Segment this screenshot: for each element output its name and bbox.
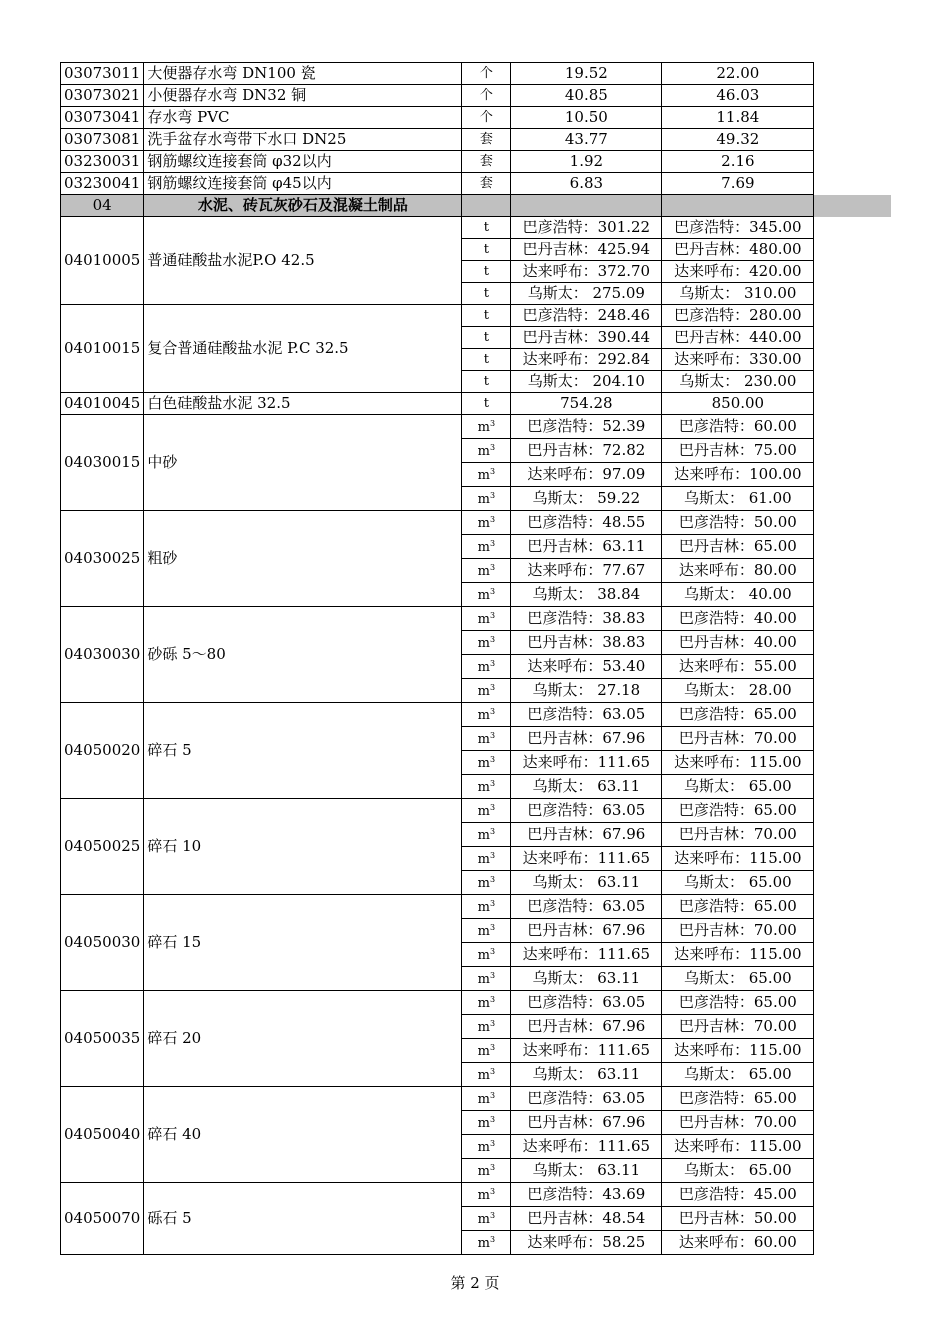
item-code: 03073021 [61, 85, 144, 107]
item-code: 03073081 [61, 129, 144, 151]
item-name: 碎石 15 [144, 895, 462, 991]
price-base: 巴丹吉林：425.94 [511, 239, 662, 261]
price-base: 巴彦浩特：63.05 [511, 991, 662, 1015]
table-row [61, 63, 892, 85]
price-tax: 乌斯太： 65.00 [662, 775, 814, 799]
superscript-3: 3 [489, 922, 496, 932]
price-base: 巴彦浩特：48.55 [511, 511, 662, 535]
item-code: 03230041 [61, 173, 144, 195]
table-row [61, 703, 892, 727]
price-tax: 巴丹吉林：70.00 [662, 727, 814, 751]
item-code: 03073041 [61, 107, 144, 129]
unit-cell: $m^3$ [462, 943, 511, 967]
item-code: 03073011 [61, 63, 144, 85]
price-tax: 11.84 [662, 107, 814, 129]
price-base: 巴丹吉林：390.44 [511, 327, 662, 349]
price-tax: 22.00 [662, 63, 814, 85]
unit-cell: $m^3$ [462, 823, 511, 847]
unit-cell: 套 [462, 173, 511, 195]
unit-cell: $m^3$ [462, 439, 511, 463]
item-code: 04050020 [61, 703, 144, 799]
unit-cell: $m^3$ [462, 1231, 511, 1255]
price-tax: 乌斯太： 310.00 [662, 283, 814, 305]
price-base: 巴彦浩特：38.83 [511, 607, 662, 631]
item-code: 04050030 [61, 895, 144, 991]
price-tax: 达来呼布：55.00 [662, 655, 814, 679]
price-tax: 巴彦浩特：65.00 [662, 1087, 814, 1111]
unit-cell: t [462, 305, 511, 327]
price-base: 达来呼布：58.25 [511, 1231, 662, 1255]
item-name: 中砂 [144, 415, 462, 511]
unit-cell: $m^3$ [462, 1087, 511, 1111]
superscript-3: 3 [489, 562, 496, 572]
section-blank-cell [662, 195, 814, 217]
unit-cell: $m^3$ [462, 583, 511, 607]
unit-cell: 个 [462, 107, 511, 129]
price-base: 巴彦浩特：52.39 [511, 415, 662, 439]
price-tax: 巴丹吉林：70.00 [662, 1015, 814, 1039]
price-tax: 达来呼布：115.00 [662, 847, 814, 871]
unit-cell: $m^3$ [462, 463, 511, 487]
page-number: 第 2 页 [450, 1274, 500, 1292]
item-name: 钢筋螺纹连接套筒 φ45以内 [144, 173, 462, 195]
price-base: 巴丹吉林：63.11 [511, 535, 662, 559]
superscript-3: 3 [489, 1066, 496, 1076]
superscript-3: 3 [489, 1210, 496, 1220]
price-base: 乌斯太： 63.11 [511, 871, 662, 895]
unit-cell: $m^3$ [462, 535, 511, 559]
item-name: 大便器存水弯 DN100 瓷 [144, 63, 462, 85]
unit-cell: 套 [462, 129, 511, 151]
unit-cell: $m^3$ [462, 655, 511, 679]
price-tax: 乌斯太： 230.00 [662, 371, 814, 393]
price-tax: 巴彦浩特：65.00 [662, 991, 814, 1015]
table-row [61, 305, 892, 327]
price-base: 巴彦浩特：63.05 [511, 799, 662, 823]
superscript-3: 3 [489, 706, 496, 716]
superscript-3: 3 [489, 994, 496, 1004]
price-base: 巴彦浩特：43.69 [511, 1183, 662, 1207]
price-base: 巴丹吉林：48.54 [511, 1207, 662, 1231]
price-tax: 乌斯太： 28.00 [662, 679, 814, 703]
unit-cell: t [462, 371, 511, 393]
price-base: 巴彦浩特：63.05 [511, 895, 662, 919]
superscript-3: 3 [489, 586, 496, 596]
price-base: 达来呼布：111.65 [511, 943, 662, 967]
superscript-3: 3 [489, 1186, 496, 1196]
superscript-3: 3 [489, 538, 496, 548]
price-tax: 巴彦浩特：280.00 [662, 305, 814, 327]
table-row [61, 1183, 892, 1207]
price-base: 巴丹吉林：67.96 [511, 727, 662, 751]
price-base: 巴丹吉林：72.82 [511, 439, 662, 463]
price-tax: 达来呼布：115.00 [662, 943, 814, 967]
table-row [61, 415, 892, 439]
price-base: 巴丹吉林：67.96 [511, 919, 662, 943]
price-base: 达来呼布：53.40 [511, 655, 662, 679]
price-base: 达来呼布：77.67 [511, 559, 662, 583]
unit-cell: $m^3$ [462, 511, 511, 535]
item-name: 粗砂 [144, 511, 462, 607]
item-code: 04030030 [61, 607, 144, 703]
item-code: 04050025 [61, 799, 144, 895]
superscript-3: 3 [489, 1138, 496, 1148]
table-row [61, 129, 892, 151]
price-tax: 49.32 [662, 129, 814, 151]
item-name: 普通硅酸盐水泥P.O 42.5 [144, 217, 462, 305]
item-name: 砂砾 5～80 [144, 607, 462, 703]
superscript-3: 3 [489, 778, 496, 788]
item-name: 复合普通硅酸盐水泥 P.C 32.5 [144, 305, 462, 393]
superscript-3: 3 [489, 418, 496, 428]
price-base: 乌斯太： 63.11 [511, 1063, 662, 1087]
table-row [61, 151, 892, 173]
unit-cell: $m^3$ [462, 487, 511, 511]
price-base: 达来呼布：111.65 [511, 1039, 662, 1063]
unit-cell: $m^3$ [462, 703, 511, 727]
item-name: 碎石 10 [144, 799, 462, 895]
price-tax: 巴彦浩特：65.00 [662, 895, 814, 919]
item-code: 04050035 [61, 991, 144, 1087]
unit-cell: $m^3$ [462, 847, 511, 871]
unit-cell: $m^3$ [462, 1135, 511, 1159]
superscript-3: 3 [489, 826, 496, 836]
price-base: 43.77 [511, 129, 662, 151]
price-tax: 巴丹吉林：70.00 [662, 919, 814, 943]
superscript-3: 3 [489, 802, 496, 812]
unit-cell: t [462, 393, 511, 415]
unit-cell: t [462, 283, 511, 305]
price-base: 乌斯太： 63.11 [511, 1159, 662, 1183]
unit-cell: $m^3$ [462, 1039, 511, 1063]
unit-cell: $m^3$ [462, 775, 511, 799]
unit-cell: $m^3$ [462, 751, 511, 775]
unit-cell: $m^3$ [462, 1015, 511, 1039]
table-row [61, 991, 892, 1015]
item-name: 存水弯 PVC [144, 107, 462, 129]
superscript-3: 3 [489, 466, 496, 476]
price-base: 6.83 [511, 173, 662, 195]
price-tax: 巴丹吉林：40.00 [662, 631, 814, 655]
table-row [61, 895, 892, 919]
unit-cell: $m^3$ [462, 991, 511, 1015]
price-base: 乌斯太： 59.22 [511, 487, 662, 511]
price-base: 1.92 [511, 151, 662, 173]
price-base: 乌斯太： 204.10 [511, 371, 662, 393]
unit-cell: $m^3$ [462, 895, 511, 919]
section-header-row [61, 195, 892, 217]
unit-cell: $m^3$ [462, 1111, 511, 1135]
item-name: 小便器存水弯 DN32 铜 [144, 85, 462, 107]
price-base: 达来呼布：97.09 [511, 463, 662, 487]
price-tax: 达来呼布：330.00 [662, 349, 814, 371]
item-name: 碎石 5 [144, 703, 462, 799]
unit-cell: t [462, 327, 511, 349]
unit-cell: $m^3$ [462, 607, 511, 631]
price-base: 巴丹吉林：67.96 [511, 1015, 662, 1039]
price-base: 40.85 [511, 85, 662, 107]
table-row [61, 85, 892, 107]
unit-cell: t [462, 217, 511, 239]
price-tax: 巴丹吉林：70.00 [662, 823, 814, 847]
superscript-3: 3 [489, 610, 496, 620]
unit-cell: $m^3$ [462, 919, 511, 943]
material-price-table [60, 62, 892, 1255]
price-base: 乌斯太： 27.18 [511, 679, 662, 703]
price-tax: 2.16 [662, 151, 814, 173]
table-row [61, 1087, 892, 1111]
unit-cell: $m^3$ [462, 559, 511, 583]
price-base: 754.28 [511, 393, 662, 415]
superscript-3: 3 [489, 970, 496, 980]
item-code: 04050040 [61, 1087, 144, 1183]
price-base: 巴丹吉林：38.83 [511, 631, 662, 655]
price-tax: 巴丹吉林：480.00 [662, 239, 814, 261]
unit-cell: $m^3$ [462, 631, 511, 655]
superscript-3: 3 [489, 682, 496, 692]
price-tax: 乌斯太： 40.00 [662, 583, 814, 607]
price-tax: 850.00 [662, 393, 814, 415]
section-code: 04 [61, 195, 144, 217]
price-base: 乌斯太： 38.84 [511, 583, 662, 607]
item-code: 04050070 [61, 1183, 144, 1255]
unit-cell: $m^3$ [462, 871, 511, 895]
section-extension [814, 195, 892, 217]
superscript-3: 3 [489, 442, 496, 452]
section-blank-cell [511, 195, 662, 217]
item-code: 04030025 [61, 511, 144, 607]
price-tax: 乌斯太： 65.00 [662, 1159, 814, 1183]
price-base: 巴彦浩特：301.22 [511, 217, 662, 239]
price-base: 巴彦浩特：63.05 [511, 1087, 662, 1111]
item-code: 04010015 [61, 305, 144, 393]
price-base: 19.52 [511, 63, 662, 85]
item-name: 碎石 20 [144, 991, 462, 1087]
price-tax: 巴丹吉林：50.00 [662, 1207, 814, 1231]
price-tax: 乌斯太： 65.00 [662, 1063, 814, 1087]
price-tax: 达来呼布：60.00 [662, 1231, 814, 1255]
superscript-3: 3 [489, 634, 496, 644]
price-base: 达来呼布：372.70 [511, 261, 662, 283]
unit-cell: $m^3$ [462, 679, 511, 703]
price-tax: 巴彦浩特：45.00 [662, 1183, 814, 1207]
superscript-3: 3 [489, 874, 496, 884]
table-row [61, 511, 892, 535]
table-row [61, 173, 892, 195]
price-base: 巴彦浩特：248.46 [511, 305, 662, 327]
price-tax: 46.03 [662, 85, 814, 107]
unit-cell: $m^3$ [462, 967, 511, 991]
item-code: 04010045 [61, 393, 144, 415]
superscript-3: 3 [489, 1234, 496, 1244]
unit-cell: t [462, 261, 511, 283]
price-tax: 巴彦浩特：60.00 [662, 415, 814, 439]
unit-cell: t [462, 239, 511, 261]
price-tax: 达来呼布：115.00 [662, 1039, 814, 1063]
unit-cell: $m^3$ [462, 1183, 511, 1207]
superscript-3: 3 [489, 1090, 496, 1100]
price-base: 巴彦浩特：63.05 [511, 703, 662, 727]
price-base: 巴丹吉林：67.96 [511, 823, 662, 847]
table-row [61, 107, 892, 129]
unit-cell: $m^3$ [462, 1063, 511, 1087]
price-base: 10.50 [511, 107, 662, 129]
item-code: 04030015 [61, 415, 144, 511]
price-tax: 巴彦浩特：65.00 [662, 703, 814, 727]
item-code: 04010005 [61, 217, 144, 305]
price-base: 达来呼布：111.65 [511, 847, 662, 871]
unit-cell: t [462, 349, 511, 371]
superscript-3: 3 [489, 1162, 496, 1172]
price-tax: 达来呼布：100.00 [662, 463, 814, 487]
price-tax: 乌斯太： 65.00 [662, 967, 814, 991]
table-row [61, 607, 892, 631]
item-name: 白色硅酸盐水泥 32.5 [144, 393, 462, 415]
price-tax: 乌斯太： 61.00 [662, 487, 814, 511]
section-blank-cell [462, 195, 511, 217]
item-name: 砾石 5 [144, 1183, 462, 1255]
superscript-3: 3 [489, 1114, 496, 1124]
unit-cell: $m^3$ [462, 1159, 511, 1183]
price-tax: 达来呼布：420.00 [662, 261, 814, 283]
superscript-3: 3 [489, 850, 496, 860]
unit-cell: $m^3$ [462, 799, 511, 823]
price-tax: 巴丹吉林：70.00 [662, 1111, 814, 1135]
price-tax: 达来呼布：80.00 [662, 559, 814, 583]
table-row [61, 799, 892, 823]
price-base: 乌斯太： 63.11 [511, 775, 662, 799]
price-base: 乌斯太： 275.09 [511, 283, 662, 305]
unit-cell: $m^3$ [462, 415, 511, 439]
price-base: 达来呼布：111.65 [511, 751, 662, 775]
item-code: 03230031 [61, 151, 144, 173]
table-row [61, 393, 892, 415]
price-base: 达来呼布：292.84 [511, 349, 662, 371]
item-name: 碎石 40 [144, 1087, 462, 1183]
superscript-3: 3 [489, 658, 496, 668]
unit-cell: $m^3$ [462, 727, 511, 751]
price-tax: 巴丹吉林：65.00 [662, 535, 814, 559]
price-tax: 巴丹吉林：440.00 [662, 327, 814, 349]
superscript-3: 3 [489, 754, 496, 764]
unit-cell: 个 [462, 85, 511, 107]
item-name: 洗手盆存水弯带下水口 DN25 [144, 129, 462, 151]
superscript-3: 3 [489, 1042, 496, 1052]
unit-cell: 套 [462, 151, 511, 173]
superscript-3: 3 [489, 946, 496, 956]
price-tax: 达来呼布：115.00 [662, 751, 814, 775]
unit-cell: $m^3$ [462, 1207, 511, 1231]
price-tax: 巴彦浩特：345.00 [662, 217, 814, 239]
price-tax: 7.69 [662, 173, 814, 195]
item-name: 钢筋螺纹连接套筒 φ32以内 [144, 151, 462, 173]
superscript-3: 3 [489, 898, 496, 908]
section-title: 水泥、砖瓦灰砂石及混凝土制品 [144, 195, 462, 217]
price-base: 达来呼布：111.65 [511, 1135, 662, 1159]
superscript-3: 3 [489, 730, 496, 740]
price-tax: 巴彦浩特：50.00 [662, 511, 814, 535]
table-row [61, 217, 892, 239]
superscript-3: 3 [489, 1018, 496, 1028]
price-base: 巴丹吉林：67.96 [511, 1111, 662, 1135]
unit-cell: 个 [462, 63, 511, 85]
superscript-3: 3 [489, 490, 496, 500]
price-tax: 巴彦浩特：65.00 [662, 799, 814, 823]
superscript-3: 3 [489, 514, 496, 524]
price-tax: 乌斯太： 65.00 [662, 871, 814, 895]
price-tax: 达来呼布：115.00 [662, 1135, 814, 1159]
price-tax: 巴丹吉林：75.00 [662, 439, 814, 463]
price-base: 乌斯太： 63.11 [511, 967, 662, 991]
price-tax: 巴彦浩特：40.00 [662, 607, 814, 631]
